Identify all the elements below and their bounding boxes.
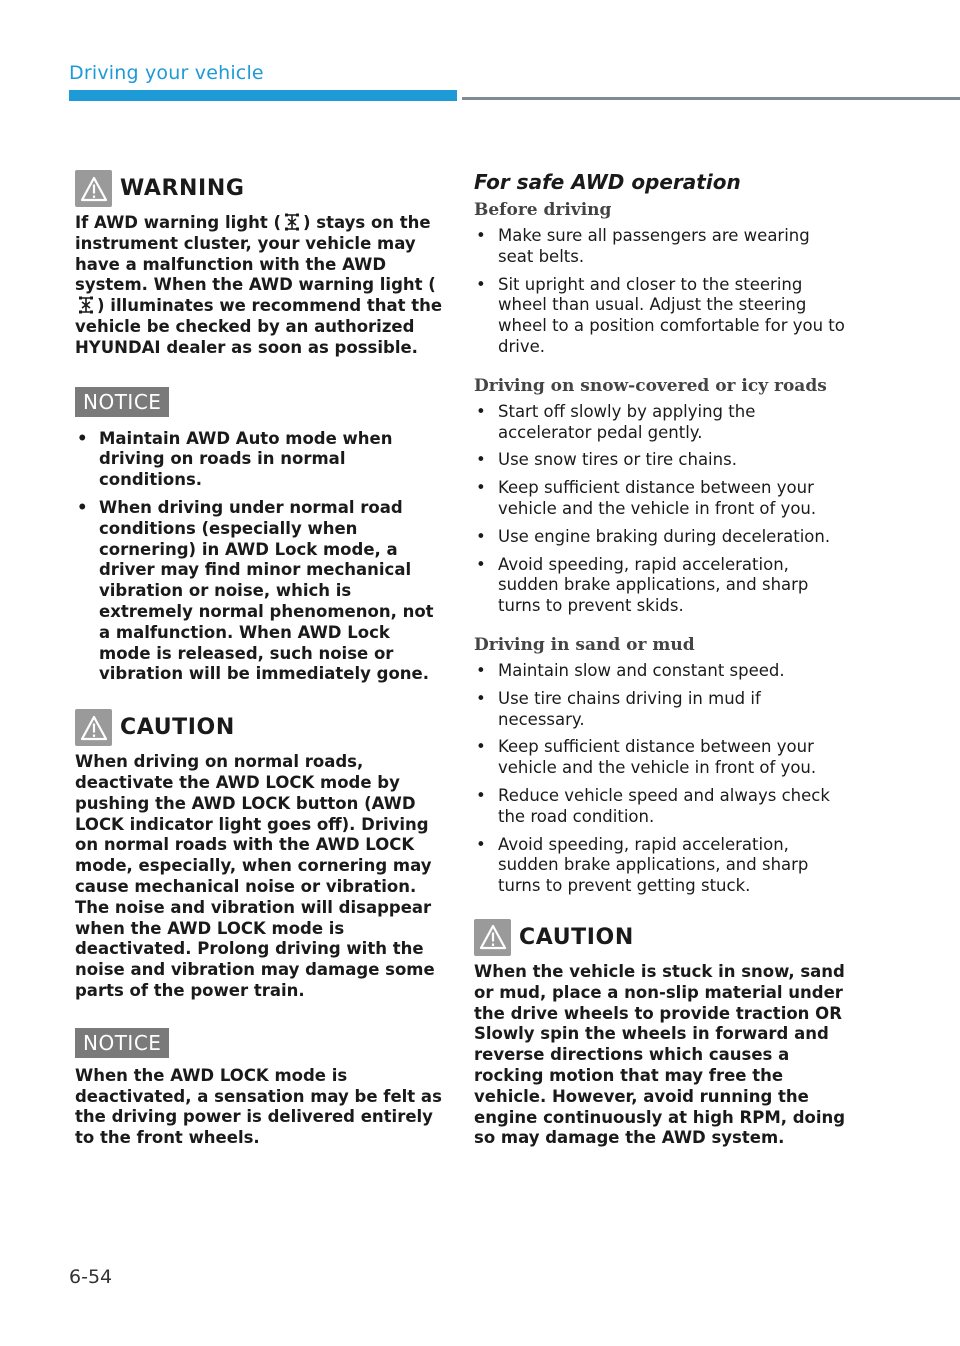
caution-text-1: When driving on normal roads, deactivate the AWD LOCK mode by pushing the AWD LOCK button (AWD LOCK indicator light goes off). Driving on normal roads with the AWD LOCK mode, especially, when cornering may cause mechanical noise or vibration. The noise and vibration will disappear when the AWD LOCK mode is deactivated. Prolong driving with the noise and vibration may damage some parts of the power train.: [75, 752, 435, 1000]
notice-tag-2: NOTICE: [75, 1028, 169, 1058]
page-number: 6-54: [69, 1266, 113, 1288]
list-item: [75, 429, 443, 491]
section-before-driving: [474, 200, 846, 358]
subsection-title: Before driving: [474, 200, 612, 220]
notice-text-2: When the AWD LOCK mode is deactivated, a sensation may be felt as the driving power is delivered entirely to the front wheels.: [75, 1065, 442, 1148]
bullet: •: [77, 497, 88, 517]
warning-text-part1: If AWD warning light (: [75, 213, 281, 232]
bullet: •: [476, 737, 486, 757]
caution-triangle-icon-2: [474, 919, 511, 956]
before-driving-list: [474, 226, 846, 358]
sand-mud-list: [474, 661, 846, 897]
bullet: •: [476, 785, 486, 805]
list-item: [474, 450, 846, 471]
caution-title-1: [75, 709, 443, 746]
section-sand-mud: [474, 635, 846, 897]
bullet: •: [476, 478, 486, 498]
list-item: [474, 226, 846, 268]
list-item: [474, 402, 846, 444]
list-item: [474, 555, 846, 617]
bullet: •: [476, 526, 486, 546]
bullet: •: [476, 226, 486, 245]
list-item-text: Start off slowly by applying the accelerator pedal gently.: [498, 401, 756, 442]
warning-box: [75, 170, 443, 359]
section-heading: For safe AWD operation: [474, 170, 741, 194]
list-item-text: When driving under normal road conditions (especially when cornering) in AWD Lock mode, a driver may find minor mechanical vibration or noise, which is extremely normal phenomenon, not a malfunction. When AWD Lock mode is released, such noise or vibration will be immediately gone.: [99, 497, 434, 684]
warning-text: [75, 213, 443, 359]
caution-triangle-icon: [75, 709, 112, 746]
notice-box-2: [75, 1028, 443, 1149]
list-item-text: Keep sufficient distance between your vehicle and the vehicle in front of you.: [498, 737, 817, 778]
subsection-title: Driving in sand or mud: [474, 634, 695, 655]
header-bar-blue: [69, 90, 457, 101]
bullet: •: [476, 834, 486, 854]
awd-warning-light-icon: [284, 213, 300, 231]
list-item: [474, 835, 846, 897]
list-item-text: Sit upright and closer to the steering wheel than usual. Adjust the steering wheel to a position comfortable for you to drive.: [498, 274, 845, 356]
list-item: [75, 498, 443, 685]
bullet: •: [476, 688, 486, 708]
bullet: •: [77, 428, 88, 448]
list-item: [474, 275, 846, 358]
caution-box-2: [474, 919, 846, 1149]
caution-text-2: When the vehicle is stuck in snow, sand or mud, place a non-slip material under the drive wheels to provide traction OR Slowly spin the wheels in forward and reverse directions which causes a rocking motion that may free the vehicle. However, avoid running the engine continuously at high RPM, doing so may damage the AWD system.: [474, 961, 846, 1148]
warning-text-part3: ) illuminates we recommend that the vehicle be checked by an authorized HYUNDAI dealer as soon as possible.: [75, 296, 443, 357]
list-item-text: Reduce vehicle speed and always check the road condition.: [498, 785, 830, 826]
list-item: [474, 689, 846, 731]
list-item-text: Make sure all passengers are wearing seat belts.: [498, 226, 810, 266]
list-item-text: Maintain AWD Auto mode when driving on roads in normal conditions.: [99, 428, 393, 490]
caution-box-1: [75, 709, 443, 1002]
notice-box-1: [75, 387, 443, 686]
warning-title: [75, 170, 443, 207]
awd-warning-light-icon-2: [78, 296, 94, 314]
right-column: [474, 170, 846, 1149]
caution-label-2: CAUTION: [519, 924, 634, 950]
bullet: •: [476, 274, 486, 294]
caution-label-1: CAUTION: [120, 715, 235, 741]
bullet: •: [476, 554, 486, 574]
list-item-text: Use engine braking during deceleration.: [498, 526, 831, 546]
warning-label: WARNING: [120, 176, 245, 201]
list-item: [474, 478, 846, 520]
notice-tag-1: NOTICE: [75, 387, 169, 417]
notice-1-list: [75, 429, 443, 686]
list-item-text: Keep sufficient distance between your vehicle and the vehicle in front of you.: [498, 478, 817, 518]
caution-title-2: [474, 919, 846, 956]
bullet: •: [476, 450, 486, 470]
list-item-text: Avoid speeding, rapid acceleration, sudden brake applications, and sharp turns to prevent skids.: [498, 554, 809, 616]
list-item-text: Avoid speeding, rapid acceleration, sudden brake applications, and sharp turns to prevent getting stuck.: [498, 834, 809, 896]
list-item: [474, 786, 846, 828]
page-header-title: Driving your vehicle: [69, 62, 264, 84]
warning-text-part2: ) stays on the instrument cluster, your vehicle may have a malfunction with the AWD system. When the AWD warning light (: [75, 213, 436, 295]
list-item: [474, 661, 846, 682]
subsection-title: Driving on snow-covered or icy roads: [474, 375, 827, 396]
list-item: [474, 527, 846, 548]
warning-triangle-icon: [75, 170, 112, 207]
bullet: •: [476, 401, 486, 421]
bullet: •: [476, 660, 486, 680]
section-snow-icy: [474, 376, 846, 617]
left-column: [75, 170, 443, 1149]
list-item-text: Use tire chains driving in mud if necessary.: [498, 688, 761, 729]
snow-icy-list: [474, 402, 846, 617]
header-bar-gray: [462, 97, 960, 100]
list-item: [474, 737, 846, 779]
list-item-text: Use snow tires or tire chains.: [498, 450, 737, 470]
list-item-text: Maintain slow and constant speed.: [498, 660, 785, 680]
